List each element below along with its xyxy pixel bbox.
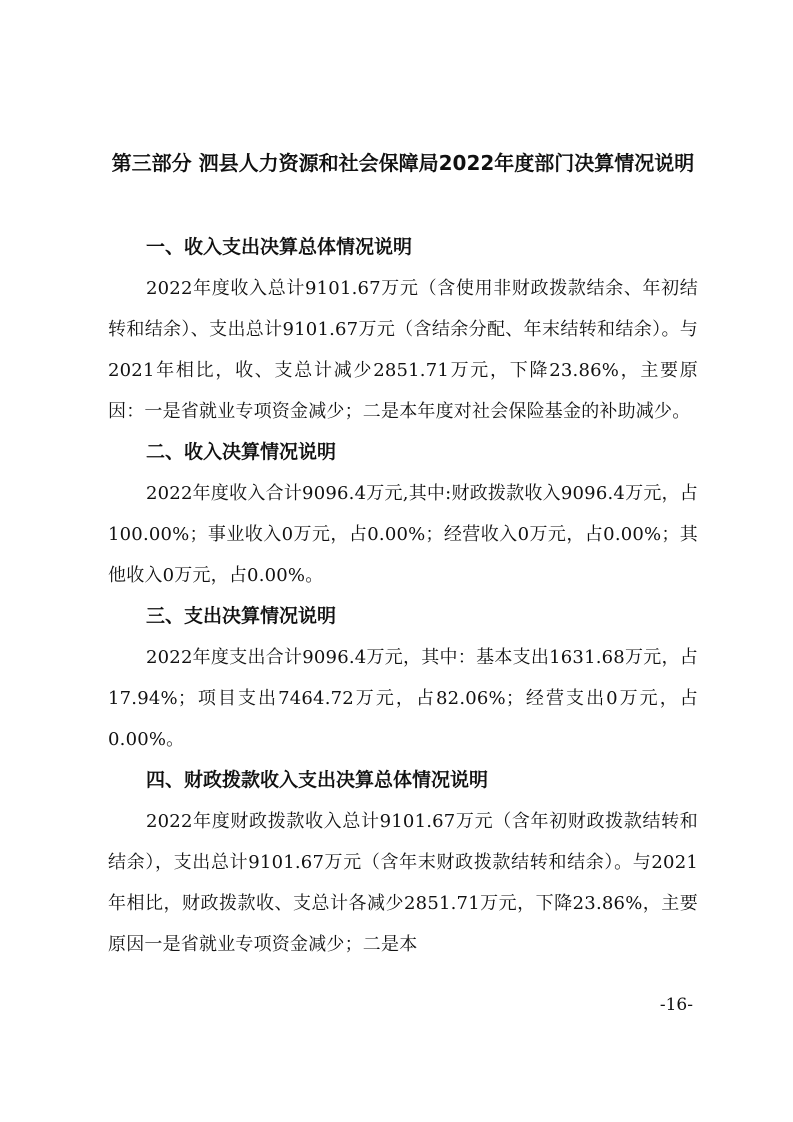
section-paragraph: 2022年度收入合计9096.4万元,其中:财政拨款收入9096.4万元，占100.00%；事业收入0万元，占0.00%；经营收入0万元，占0.00%；其他收入0万元，占0.00%。: [108, 483, 698, 586]
document-body: [108, 227, 698, 965]
section-paragraph: 2022年度支出合计9096.4万元，其中：基本支出1631.68万元，占17.94%；项目支出7464.72万元，占82.06%；经营支出0万元，占0.00%。: [108, 647, 698, 750]
section-heading: 四、财政拨款收入支出决算总体情况说明: [146, 769, 489, 791]
section-2: [108, 432, 698, 596]
section-4: [108, 760, 698, 965]
section-heading: 二、收入决算情况说明: [146, 441, 337, 463]
section-heading: 三、支出决算情况说明: [146, 605, 337, 627]
page-number: -16-: [659, 995, 693, 1015]
section-heading: 一、收入支出决算总体情况说明: [146, 236, 413, 258]
section-paragraph: 2022年度收入总计9101.67万元（含使用非财政拨款结余、年初结转和结余）、支出总计9101.67万元（含结余分配、年末结转和结余）。与2021年相比，收、支总计减少2851.71万元，下降23.86%，主要原因：一是省就业专项资金减少；二是本年度对社会保险基金的补助减少。: [108, 278, 698, 422]
section-1: [108, 227, 698, 432]
document-title: 第三部分 泗县人力资源和社会保障局2022年度部门决算情况说明: [111, 151, 695, 175]
section-3: [108, 596, 698, 760]
section-paragraph: 2022年度财政拨款收入总计9101.67万元（含年初财政拨款结转和结余），支出总计9101.67万元（含年末财政拨款结转和结余）。与2021年相比，财政拨款收、支总计各减少2851.71万元，下降23.86%，主要原因一是省就业专项资金减少；二是本: [108, 811, 698, 955]
